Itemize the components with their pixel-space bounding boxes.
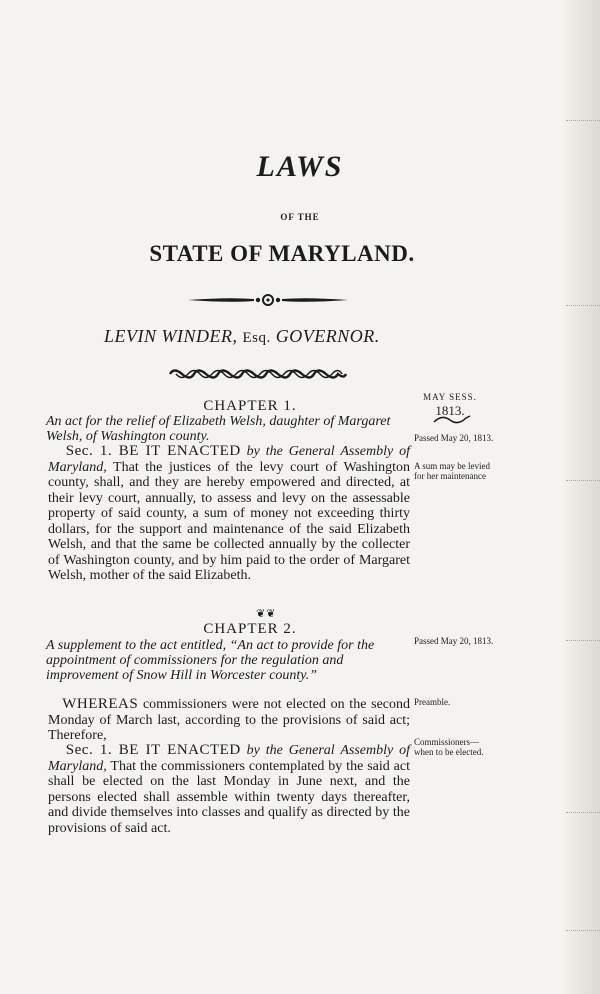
- title-state: STATE OF MARYLAND.: [149, 241, 415, 266]
- chapter-2-preamble-lead: WHEREAS: [62, 696, 139, 712]
- governor-line: [104, 326, 380, 347]
- chapter-2-section-1: [48, 743, 410, 836]
- chapter-2-margin-commissioners: Commissioners—when to be elected.: [414, 737, 484, 757]
- title-laws: LAWS: [256, 150, 344, 183]
- chapter-2-body: That the commissioners contemplated by the said act shall be elected on the last Monday in June next, and the persons elected shall assemble within twenty days thereafter, and divide themselves into classes and qualify as directed by the provisions of said act.: [48, 758, 410, 836]
- fleuron-icon: ❦ ❦: [256, 608, 276, 620]
- chapter-1-body: That the justices of the levy court of Washington county, shall, and they are hereby empowered and directed, at their levy court, annually, to assess and levy on the assessable property of said county, a sum of money not exceeding thirty dollars, for the support and maintenance of the said Elizabeth Welsh, and that the same be collected annually by the collecter of Washington county, and by him paid to the order of Margaret Welsh, mother of the said Elizabeth.: [48, 459, 410, 583]
- chapter-1-heading: CHAPTER 1.: [203, 398, 297, 414]
- swash-icon: [432, 414, 472, 426]
- chapter-1-sec-label: Sec. 1. BE IT ENACTED: [65, 443, 241, 459]
- chapter-2-title: A supplement to the act entitled, “An act to provide for the appointment of commissioners for the regulation and improvement of Snow Hill in Worcester county.”: [46, 638, 375, 683]
- chapter-2-heading: CHAPTER 2.: [203, 621, 297, 637]
- chapter-1-margin-note: A sum may be levied for her maintenance: [414, 461, 490, 481]
- title-of-the: OF THE: [280, 212, 320, 222]
- session-name: MAY SESS.: [423, 392, 477, 402]
- chapter-1-section-1: [48, 444, 410, 584]
- session-year: 1813.: [435, 403, 465, 418]
- chapter-1-enacting-clause: by the General Assembly of Maryland,: [48, 444, 411, 475]
- chapter-2-preamble-text: commissioners were not elected on the second Monday of March last, according to the provisions of said act; Therefore,: [48, 697, 411, 743]
- chapter-2-margin-passed: Passed May 20, 1813.: [414, 636, 494, 646]
- chapter-2-enacting-clause: by the General Assembly of Maryland,: [48, 743, 411, 774]
- chain-border-icon: [168, 363, 348, 385]
- chapter-2-preamble: [48, 697, 410, 744]
- decorative-rule-icon: [188, 292, 348, 308]
- chapter-2-sec-label: Sec. 1. BE IT ENACTED: [65, 742, 241, 758]
- governor-esq: Esq.: [242, 330, 271, 346]
- chapter-1-title: An act for the relief of Elizabeth Welsh, daughter of Margaret Welsh, of Washington county.: [46, 414, 391, 444]
- governor-title: GOVERNOR.: [275, 326, 380, 346]
- governor-name: LEVIN WINDER,: [104, 326, 238, 346]
- chapter-2-margin-preamble: Preamble.: [414, 697, 451, 707]
- chapter-1-margin-passed: Passed May 20, 1813.: [414, 433, 494, 443]
